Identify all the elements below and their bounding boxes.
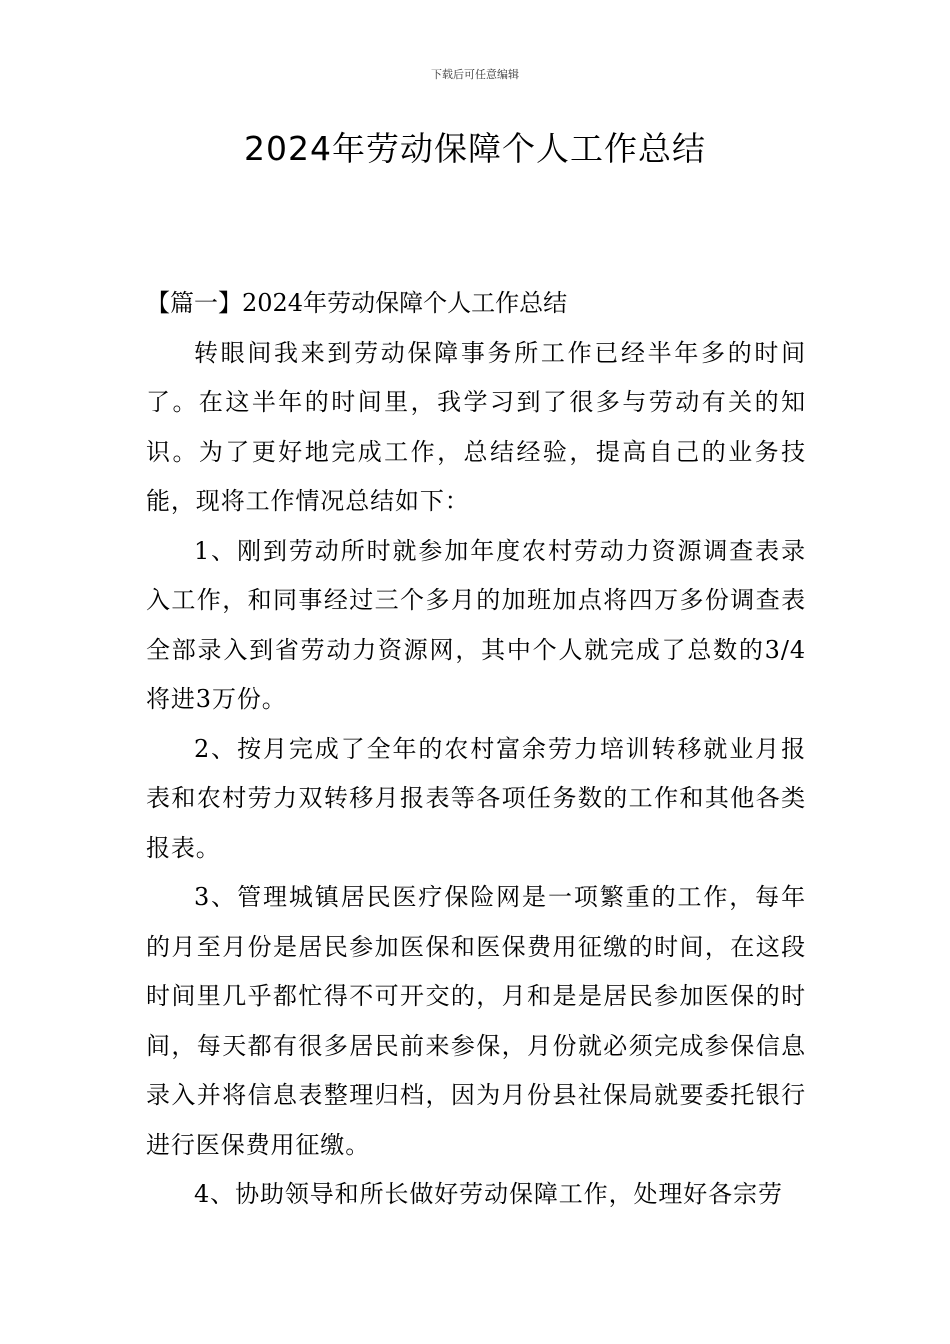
document-body	[146, 279, 806, 1220]
paragraph-item-3: 3、管理城镇居民医疗保险网是一项繁重的工作，每年的月至月份是居民参加医保和医保费用征缴的时间，在这段时间里几乎都忙得不可开交的，月和是是居民参加医保的时间，每天都有很多居民前来参保，月份就必须完成参保信息录入并将信息表整理归档，因为月份县社保局就要委托银行进行医保费用征缴。	[146, 883, 806, 1159]
document-title: 2024年劳动保障个人工作总结	[244, 129, 706, 168]
header-note: 下载后可任意编辑	[431, 68, 519, 81]
paragraph-item-2: 2、按月完成了全年的农村富余劳力培训转移就业月报表和农村劳力双转移月报表等各项任务数的工作和其他各类报表。	[146, 734, 806, 862]
paragraph-item-1: 1、刚到劳动所时就参加年度农村劳动力资源调查表录入工作，和同事经过三个多月的加班加点将四万多份调查表全部录入到省劳动力资源网，其中个人就完成了总数的3/4将进3万份。	[146, 536, 806, 713]
section-heading: 【篇一】2024年劳动保障个人工作总结	[146, 289, 568, 317]
paragraph-intro: 转眼间我来到劳动保障事务所工作已经半年多的时间了。在这半年的时间里，我学习到了很多与劳动有关的知识。为了更好地完成工作，总结经验，提高自己的业务技能，现将工作情况总结如下：	[146, 338, 806, 515]
paragraph-item-4: 4、协助领导和所长做好劳动保障工作，处理好各宗劳	[194, 1180, 783, 1208]
